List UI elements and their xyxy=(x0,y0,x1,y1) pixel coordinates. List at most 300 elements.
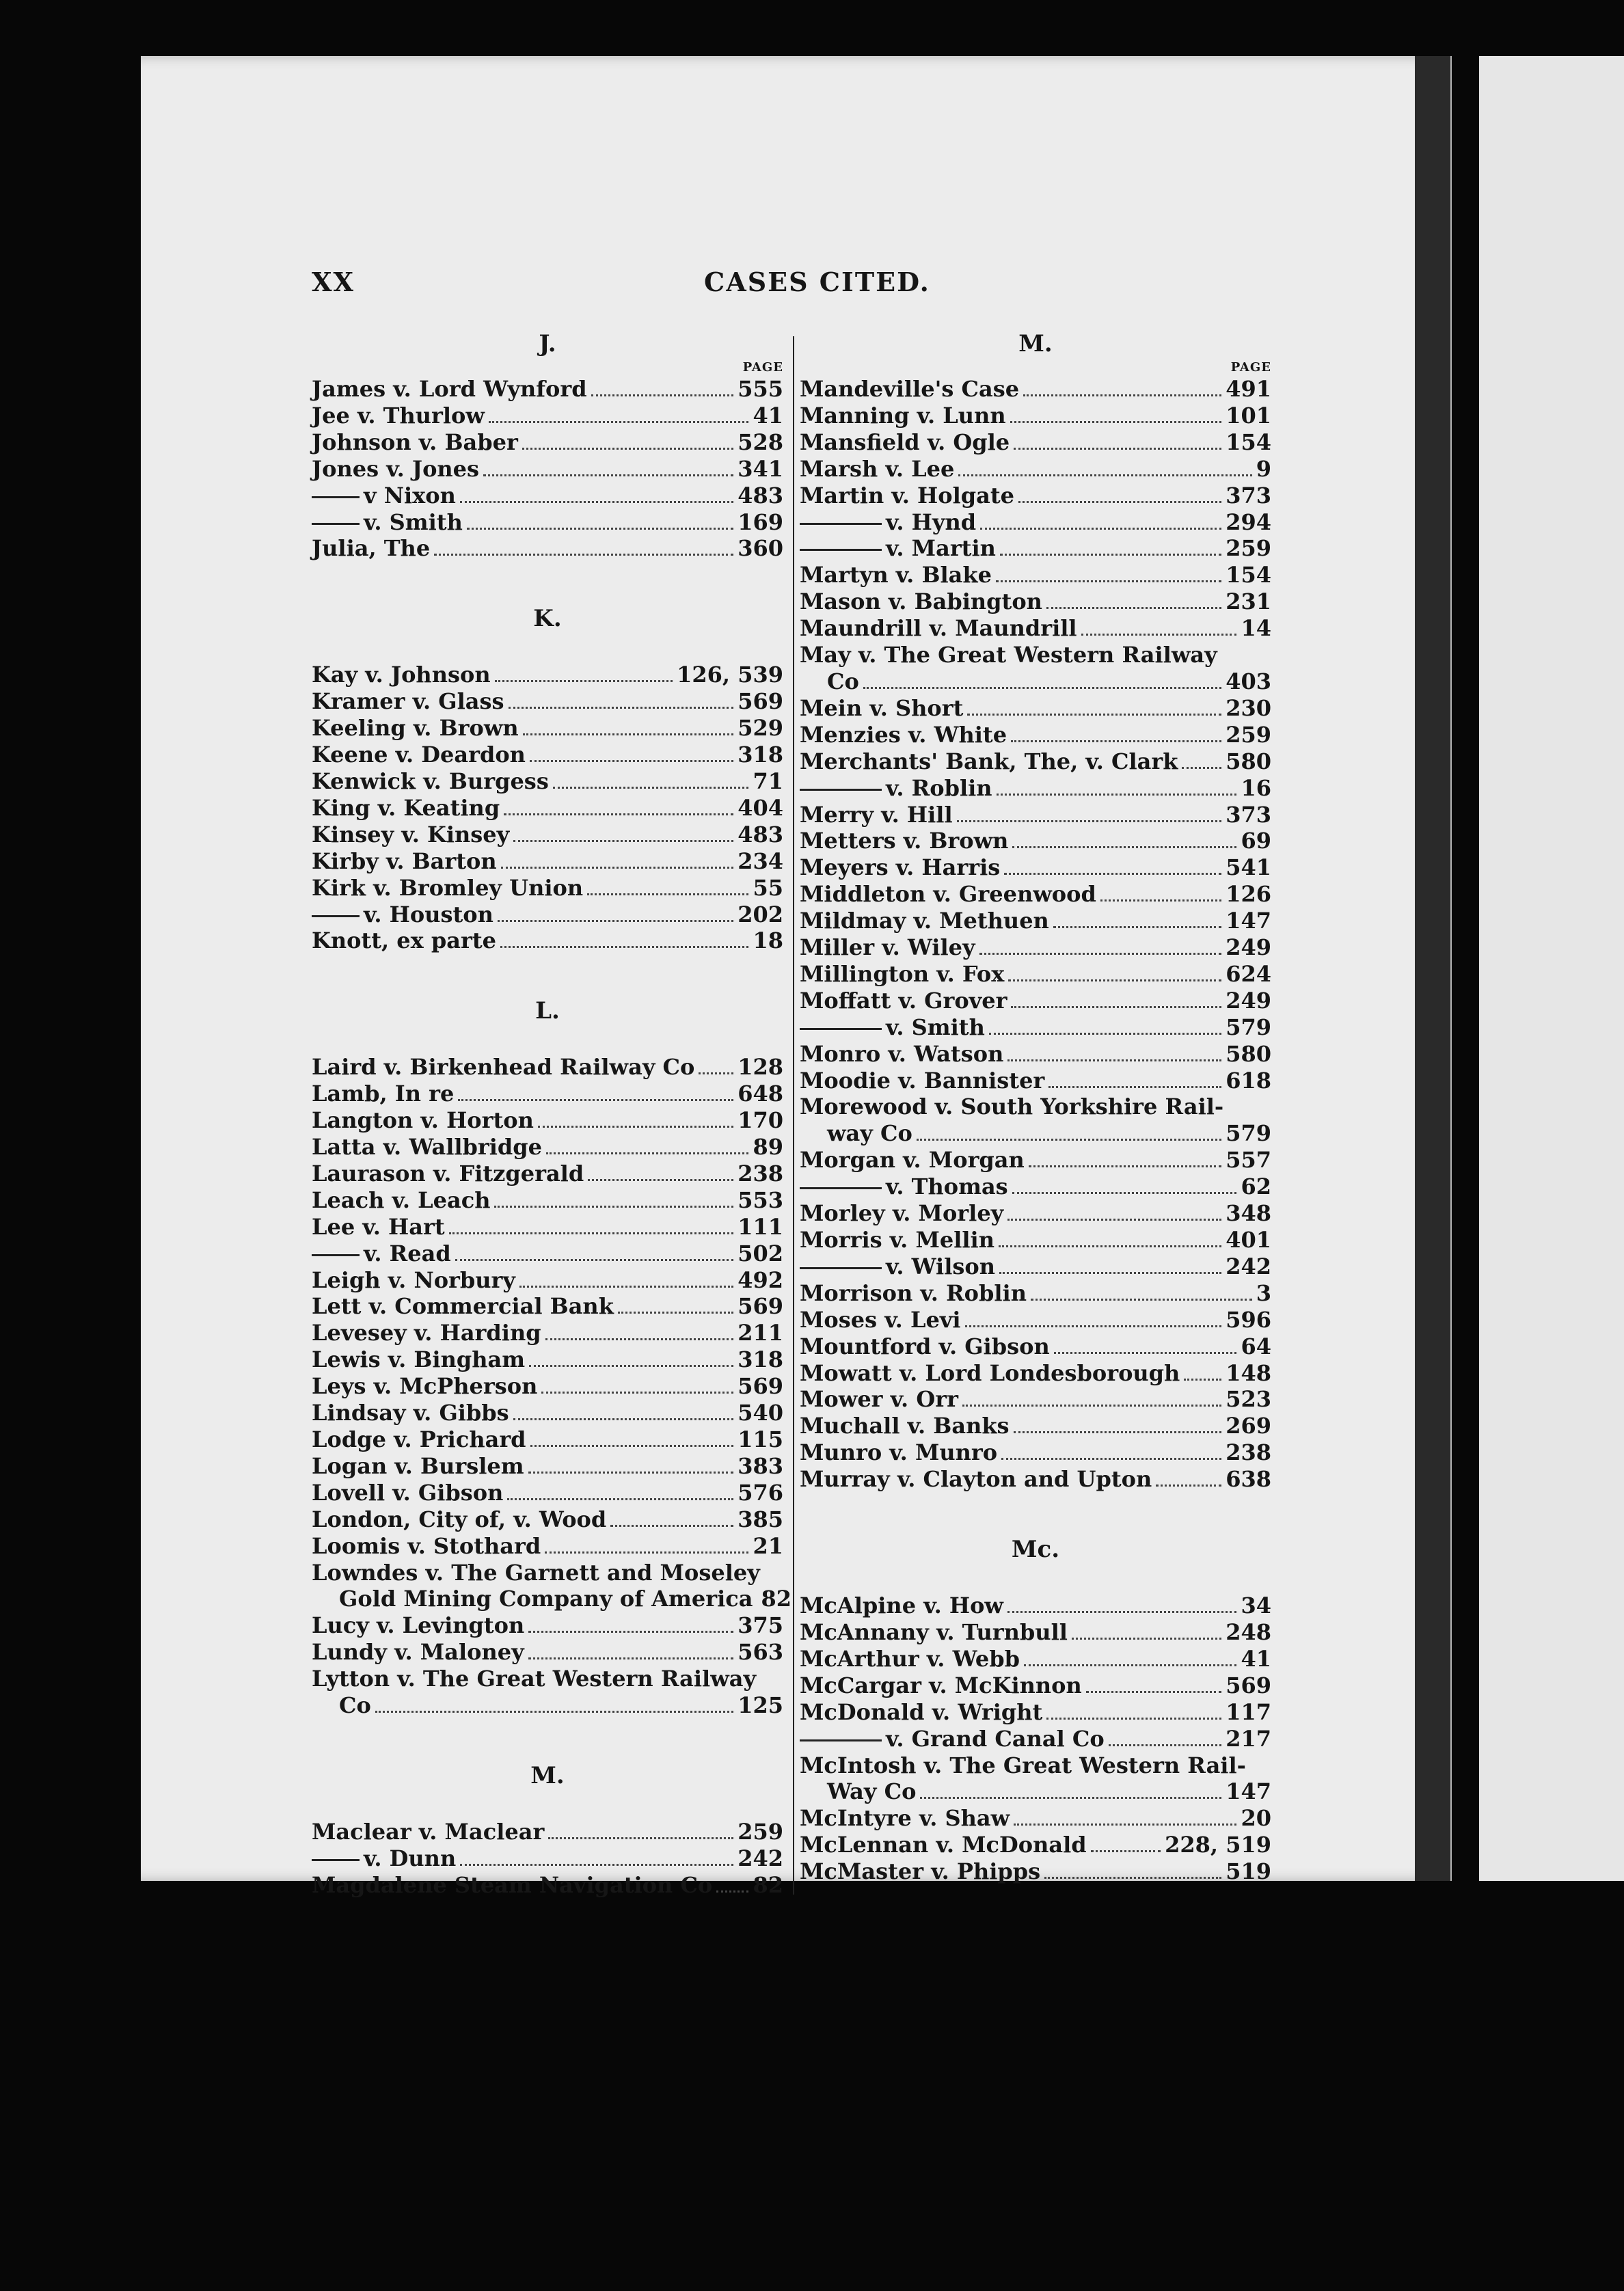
case-name: Kenwick v. Burgess xyxy=(312,768,549,794)
section-heading: M. xyxy=(530,1761,565,1789)
page-ref: 111 xyxy=(737,1213,783,1240)
case-entry xyxy=(800,828,1271,854)
page-ref: 125 xyxy=(737,1692,783,1719)
case-name: Laurason v. Fitzgerald xyxy=(312,1160,584,1187)
page-ref: 576 xyxy=(737,1479,783,1506)
dot-leader xyxy=(522,448,733,450)
page-ref: 242 xyxy=(737,1845,783,1871)
case-entry xyxy=(800,1778,1271,1805)
page-ref: 147 xyxy=(1226,1778,1271,1805)
page-ref: 169 xyxy=(737,509,783,535)
page-ref: 269 xyxy=(1226,1413,1271,1439)
case-entry xyxy=(800,588,1271,615)
page-ref: 383 xyxy=(737,1452,783,1479)
case-name: James v. Lord Wynford xyxy=(312,376,587,402)
page-ref: 569 xyxy=(1226,1672,1271,1698)
case-name: Marsh v. Lee xyxy=(800,455,955,482)
page-ref: 154 xyxy=(1226,429,1271,455)
case-entry xyxy=(312,1107,783,1134)
case-entry xyxy=(312,509,783,536)
dot-leader xyxy=(1000,554,1221,556)
dot-leader xyxy=(1012,1192,1237,1194)
page-ref: 259 xyxy=(737,1818,783,1845)
case-entry xyxy=(800,1439,1271,1466)
case-name: Maundrill v. Maundrill xyxy=(800,615,1077,642)
dot-leader xyxy=(460,501,733,503)
case-name: King v. Keating xyxy=(312,794,500,821)
dot-leader xyxy=(548,1837,733,1839)
page-ref: 580 xyxy=(1226,748,1271,774)
dot-leader xyxy=(530,1445,734,1447)
case-name: Jee v. Thurlow xyxy=(312,402,485,429)
page-title: CASES CITED. xyxy=(704,267,930,297)
page-ref: 154 xyxy=(1226,562,1271,588)
page-ref: 375 xyxy=(737,1612,783,1639)
case-entry xyxy=(312,376,783,403)
case-name: Loomis v. Stothard xyxy=(312,1532,541,1559)
dot-leader xyxy=(495,680,673,682)
case-entry xyxy=(312,1134,783,1161)
case-name: Moffatt v. Grover xyxy=(800,987,1007,1014)
case-name: Mowatt v. Lord Londesborough xyxy=(800,1359,1180,1386)
case-entry xyxy=(800,988,1271,1014)
case-entry xyxy=(800,429,1271,456)
page-ref: 211 xyxy=(737,1320,783,1346)
case-entry xyxy=(312,1692,783,1719)
case-entry-line: Lowndes v. The Garnett and Moseley xyxy=(312,1559,760,1586)
dot-leader xyxy=(1046,1718,1221,1720)
dot-leader xyxy=(957,820,1222,822)
page-ref: 217 xyxy=(1226,1725,1271,1752)
case-name: Lewis v. Bingham xyxy=(312,1346,526,1373)
case-name: Julia, The xyxy=(312,535,431,562)
dot-leader xyxy=(997,794,1237,796)
case-name: Mason v. Babington xyxy=(800,588,1042,615)
page-ref: 624 xyxy=(1226,960,1271,987)
dot-leader xyxy=(519,1286,733,1288)
case-name: Mansfield v. Ogle xyxy=(800,429,1010,455)
case-entry xyxy=(800,1147,1271,1174)
page-ref: 318 xyxy=(737,1346,783,1373)
page-ref: 341 xyxy=(737,455,783,482)
case-entry xyxy=(312,1533,783,1560)
case-entry-line: Morewood v. South Yorkshire Rail- xyxy=(800,1094,1224,1120)
dot-leader xyxy=(509,707,734,709)
case-entry xyxy=(800,748,1271,775)
dot-leader xyxy=(1048,1086,1221,1088)
case-name: Metters v. Brown xyxy=(800,828,1009,854)
case-name: Monro v. Watson xyxy=(800,1040,1004,1067)
page-ref: 228, 519 xyxy=(1165,1832,1271,1858)
page-ref: 491 xyxy=(1226,376,1271,402)
case-entry xyxy=(312,1872,783,1899)
case-name: Magdalene Steam Navigation Co xyxy=(312,1871,713,1898)
case-entry xyxy=(800,668,1271,695)
dot-leader xyxy=(588,1179,733,1181)
dot-leader xyxy=(1010,421,1222,423)
case-name: Middleton v. Greenwood xyxy=(800,881,1096,908)
dot-leader xyxy=(513,1418,734,1420)
case-entry xyxy=(800,1120,1271,1147)
page-ref: 385 xyxy=(737,1506,783,1532)
dot-leader xyxy=(530,760,733,762)
case-entry xyxy=(800,1041,1271,1068)
page-ref: 16 xyxy=(1241,774,1271,801)
case-entry xyxy=(312,1845,783,1872)
page-gutter-shadow xyxy=(1415,56,1450,1881)
page-ref: 596 xyxy=(1226,1306,1271,1333)
dot-leader xyxy=(1018,501,1221,503)
dot-leader xyxy=(1072,1638,1221,1640)
case-entry xyxy=(312,768,783,795)
dot-leader xyxy=(541,1392,733,1394)
case-entry xyxy=(312,1346,783,1373)
case-entry xyxy=(312,1267,783,1294)
case-name: Mower v. Orr xyxy=(800,1386,958,1413)
dot-leader xyxy=(1091,1850,1161,1852)
page-ref: 401 xyxy=(1226,1227,1271,1253)
case-name: v. Wilson xyxy=(800,1253,995,1280)
case-entry xyxy=(800,1619,1271,1646)
section-gap xyxy=(312,1719,783,1760)
dot-leader xyxy=(587,893,748,895)
section-heading: M. xyxy=(1018,330,1053,357)
case-name: McLennan v. McDonald xyxy=(800,1832,1087,1858)
case-entry xyxy=(312,1187,783,1214)
case-entry xyxy=(312,927,783,954)
dot-leader xyxy=(962,1405,1221,1407)
case-entry xyxy=(312,715,783,742)
page-ref: 528 xyxy=(737,429,783,455)
dot-leader xyxy=(1044,1877,1221,1879)
page-ref: 541 xyxy=(1226,854,1271,881)
page-ref: 373 xyxy=(1226,801,1271,828)
dot-leader xyxy=(498,920,733,922)
dot-leader xyxy=(1046,607,1221,609)
page-ref: 557 xyxy=(1226,1147,1271,1174)
page-ref: 648 xyxy=(737,1081,783,1107)
case-name: McAnnany v. Turnbull xyxy=(800,1618,1068,1645)
case-name: Lee v. Hart xyxy=(312,1213,445,1240)
case-entry xyxy=(800,562,1271,588)
case-name: Way Co xyxy=(827,1778,917,1805)
page-ref: 62 xyxy=(1241,1174,1271,1200)
case-name: Merry v. Hill xyxy=(800,801,953,828)
page-ref: 234 xyxy=(737,848,783,874)
case-entry xyxy=(800,1672,1271,1699)
section-gap xyxy=(312,954,783,995)
case-entry xyxy=(800,1413,1271,1439)
case-entry xyxy=(800,881,1271,908)
case-entry xyxy=(800,961,1271,988)
case-entry xyxy=(312,1214,783,1241)
section-spacer xyxy=(312,1791,783,1819)
case-entry xyxy=(800,509,1271,536)
case-entry xyxy=(800,456,1271,483)
right-column xyxy=(800,328,1271,1885)
case-name: Kay v. Johnson xyxy=(312,662,491,688)
page-ref: 170 xyxy=(737,1107,783,1134)
dot-leader xyxy=(1014,1431,1222,1433)
page-ref: 117 xyxy=(1226,1698,1271,1725)
dot-leader xyxy=(458,1099,733,1101)
case-entry xyxy=(800,483,1271,509)
dot-leader xyxy=(523,733,734,735)
case-name: v. Roblin xyxy=(800,775,992,802)
dot-leader xyxy=(1004,873,1221,875)
page-ref: 148 xyxy=(1226,1359,1271,1386)
case-name: Lamb, In re xyxy=(312,1081,455,1107)
dot-leader xyxy=(1007,1059,1221,1061)
page-column-label: PAGE xyxy=(1230,360,1271,375)
page-ref: 403 xyxy=(1226,668,1271,694)
case-name: Murray v. Clayton and Upton xyxy=(800,1466,1152,1493)
page-ref: 553 xyxy=(737,1187,783,1213)
left-column xyxy=(312,328,791,1899)
section-spacer xyxy=(800,1565,1271,1592)
case-entry xyxy=(312,1320,783,1346)
case-entry xyxy=(800,1699,1271,1726)
dot-leader xyxy=(920,1797,1221,1799)
case-entry xyxy=(800,802,1271,828)
case-entry xyxy=(312,1293,783,1320)
dot-leader xyxy=(455,1259,733,1261)
page-ref: 14 xyxy=(1241,615,1271,642)
case-name: McAlpine v. How xyxy=(800,1592,1003,1619)
case-entry xyxy=(312,1081,783,1107)
case-name: Maclear v. Maclear xyxy=(312,1818,545,1845)
page-ref: 579 xyxy=(1226,1014,1271,1040)
page-ref: 579 xyxy=(1226,1120,1271,1147)
dot-leader xyxy=(489,421,749,423)
page-ref: 41 xyxy=(753,402,783,429)
dot-leader xyxy=(1001,1458,1221,1460)
page-ref: 563 xyxy=(737,1639,783,1666)
dot-leader xyxy=(1024,1664,1236,1666)
case-name: v Nixon xyxy=(312,483,456,509)
dot-leader xyxy=(591,394,734,396)
dot-leader xyxy=(699,1072,733,1074)
dot-leader xyxy=(545,1551,748,1554)
case-name: v. Thomas xyxy=(800,1174,1008,1200)
case-name: Meyers v. Harris xyxy=(800,854,1001,881)
case-name: Laird v. Birkenhead Railway Co xyxy=(312,1054,695,1081)
case-name: Moodie v. Bannister xyxy=(800,1067,1045,1094)
facing-page-edge xyxy=(1479,56,1624,1881)
dot-leader xyxy=(1008,979,1221,981)
dot-leader xyxy=(965,1325,1222,1327)
case-entry xyxy=(312,1400,783,1426)
page-ref: 483 xyxy=(737,482,783,509)
case-entry xyxy=(800,1014,1271,1041)
case-entry xyxy=(312,429,783,456)
case-entry xyxy=(800,1068,1271,1094)
dot-leader xyxy=(917,1139,1221,1141)
page-ref: 18 xyxy=(753,927,783,954)
case-entry xyxy=(312,1639,783,1666)
page-ref: 69 xyxy=(1241,828,1271,854)
page-ref: 569 xyxy=(737,688,783,715)
dot-leader xyxy=(989,1033,1221,1035)
case-name: Morgan v. Morgan xyxy=(800,1147,1025,1174)
case-name: v. Houston xyxy=(312,902,493,928)
page-ref: 519 xyxy=(1226,1858,1271,1885)
case-name: Keene v. Deardon xyxy=(312,742,526,768)
page-ref: 492 xyxy=(737,1266,783,1293)
case-name: Kirk v. Bromley Union xyxy=(312,874,584,901)
case-name: Morrison v. Roblin xyxy=(800,1279,1027,1306)
case-entry xyxy=(312,662,783,688)
page-number: XX xyxy=(312,267,355,297)
case-entry xyxy=(800,1726,1271,1752)
dot-leader xyxy=(980,528,1221,530)
section-heading: L. xyxy=(535,997,560,1025)
dot-leader xyxy=(1031,1299,1252,1301)
case-name: Martyn v. Blake xyxy=(800,562,992,588)
case-name: Munro v. Munro xyxy=(800,1439,998,1466)
case-entry xyxy=(312,1161,783,1187)
case-name: Lodge v. Prichard xyxy=(312,1426,526,1452)
dot-leader xyxy=(618,1312,733,1314)
dot-leader xyxy=(1023,394,1221,396)
case-entry xyxy=(312,483,783,509)
page-ref: 230 xyxy=(1226,694,1271,721)
case-name: way Co xyxy=(827,1120,912,1147)
page-ref: 126 xyxy=(1226,881,1271,908)
case-name: Manning v. Lunn xyxy=(800,402,1006,429)
case-entry xyxy=(800,775,1271,802)
page-ref: 238 xyxy=(1226,1439,1271,1466)
case-name: Langton v. Horton xyxy=(312,1107,534,1134)
case-entry xyxy=(800,1386,1271,1413)
dot-leader xyxy=(545,1338,734,1340)
case-name: v. Martin xyxy=(800,535,996,562)
case-name: Morley v. Morley xyxy=(800,1200,1004,1227)
dot-leader xyxy=(979,953,1222,955)
case-name: Lett v. Commercial Bank xyxy=(312,1293,614,1320)
page-ref: 360 xyxy=(737,535,783,562)
page-ref: 523 xyxy=(1226,1386,1271,1413)
case-entry xyxy=(800,403,1271,429)
dot-leader xyxy=(958,474,1251,476)
dot-leader xyxy=(1100,899,1221,902)
page-ref: 3 xyxy=(1256,1279,1271,1306)
case-entry xyxy=(800,695,1271,722)
case-name: Merchants' Bank, The, v. Clark xyxy=(800,748,1178,774)
dot-leader xyxy=(863,687,1221,689)
page-ref: 580 xyxy=(1226,1040,1271,1067)
page-column-label: PAGE xyxy=(742,360,783,375)
dot-leader xyxy=(1081,634,1237,636)
page-ref: 64 xyxy=(1241,1333,1271,1359)
page-ref: 318 xyxy=(737,742,783,768)
page-ref: 404 xyxy=(737,794,783,821)
case-name: Levesey v. Harding xyxy=(312,1320,541,1346)
dot-leader xyxy=(1014,448,1221,450)
dot-leader xyxy=(483,474,733,476)
case-entry xyxy=(312,848,783,875)
page-ref: 82 xyxy=(753,1871,783,1898)
case-entry xyxy=(312,875,783,902)
case-name: v. Smith xyxy=(312,509,463,536)
case-entry xyxy=(312,822,783,848)
dot-leader xyxy=(528,1631,733,1633)
dot-leader xyxy=(501,867,734,869)
case-entry xyxy=(312,403,783,429)
page-ref: 147 xyxy=(1226,908,1271,934)
page-ref: 540 xyxy=(737,1400,783,1426)
case-entry-line: McIntosh v. The Great Western Rail- xyxy=(800,1752,1246,1778)
case-entry xyxy=(312,1819,783,1845)
page-ref: 115 xyxy=(737,1426,783,1452)
page-ref: 34 xyxy=(1241,1592,1271,1619)
case-name: Co xyxy=(827,668,859,694)
case-name: Kirby v. Barton xyxy=(312,848,497,874)
dot-leader xyxy=(434,554,733,556)
page-ref: 259 xyxy=(1226,535,1271,562)
case-entry xyxy=(800,1466,1271,1493)
section-spacer xyxy=(312,634,783,662)
case-name: McIntyre v. Shaw xyxy=(800,1805,1010,1832)
section-heading: K. xyxy=(533,605,562,633)
dot-leader xyxy=(1012,846,1236,848)
case-name: Lucy v. Levington xyxy=(312,1612,525,1639)
case-name: Co xyxy=(339,1692,371,1719)
dot-leader xyxy=(538,1126,733,1128)
dot-leader xyxy=(375,1711,733,1713)
dot-leader xyxy=(1007,1611,1237,1613)
case-name: Lovell v. Gibson xyxy=(312,1479,504,1506)
dot-leader xyxy=(449,1232,734,1234)
case-entry xyxy=(800,934,1271,961)
dot-leader xyxy=(716,1890,748,1893)
case-entry xyxy=(312,1426,783,1453)
page-ref: 249 xyxy=(1226,934,1271,961)
dot-leader xyxy=(1053,926,1221,928)
page-ref: 9 xyxy=(1256,455,1271,482)
page-ref: 373 xyxy=(1226,482,1271,509)
case-entry xyxy=(312,1586,791,1612)
case-entry xyxy=(312,688,783,715)
case-name: McCargar v. McKinnon xyxy=(800,1672,1082,1698)
dot-leader xyxy=(528,1472,734,1474)
case-name: Lundy v. Maloney xyxy=(312,1639,524,1666)
case-name: v. Read xyxy=(312,1241,451,1267)
case-entry xyxy=(800,1227,1271,1253)
page-ref: 294 xyxy=(1226,509,1271,535)
dot-leader xyxy=(507,1498,733,1500)
dot-leader xyxy=(1029,1165,1221,1167)
case-name: Leys v. McPherson xyxy=(312,1373,538,1400)
case-name: Mein v. Short xyxy=(800,694,964,721)
case-name: Mandeville's Case xyxy=(800,376,1020,402)
page-ref: 128 xyxy=(737,1054,783,1081)
page-ref: 618 xyxy=(1226,1067,1271,1094)
section-heading: Mc. xyxy=(1011,1536,1060,1564)
case-entry xyxy=(800,1646,1271,1672)
case-entry xyxy=(800,1253,1271,1280)
case-name: Mildmay v. Methuen xyxy=(800,908,1049,934)
case-entry xyxy=(800,1858,1271,1885)
case-entry xyxy=(312,1054,783,1081)
case-name: Johnson v. Baber xyxy=(312,429,518,455)
case-entry-line: May v. The Great Western Railway xyxy=(800,642,1217,668)
case-entry xyxy=(312,1373,783,1400)
page-ref: 242 xyxy=(1226,1253,1271,1279)
page-ref: 249 xyxy=(1226,987,1271,1014)
case-entry xyxy=(312,1453,783,1480)
case-name: Muchall v. Banks xyxy=(800,1413,1010,1439)
